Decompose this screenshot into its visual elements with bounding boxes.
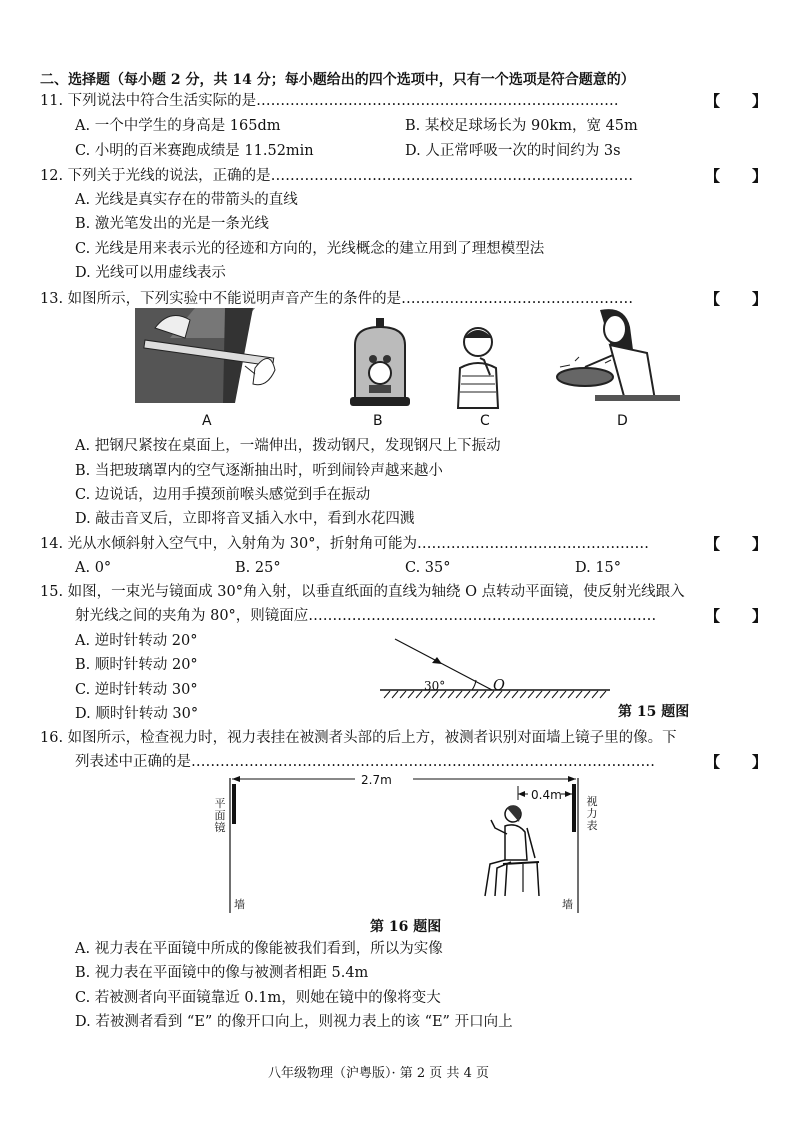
q15-caption: 第 15 题图 xyxy=(618,704,690,720)
q12-option-c: C. 光线是用来表示光的径迹和方向的，光线概念的建立用到了理想模型法 xyxy=(75,241,545,257)
q12-option-b: B. 激光笔发出的光是一条光线 xyxy=(75,216,269,232)
q15-option-c: C. 逆时针转动 30° xyxy=(75,682,198,698)
q16-option-a: A. 视力表在平面镜中所成的像能被我们看到，所以为实像 xyxy=(75,941,443,957)
q16-option-c: C. 若被测者向平面镜靠近 0.1m，则她在镜中的像将变大 xyxy=(75,990,441,1006)
q12-option-a: A. 光线是真实存在的带箭头的直线 xyxy=(75,192,298,208)
q16-bracket-left: 【 xyxy=(705,753,721,771)
q14-option-c: C. 35° xyxy=(405,560,451,576)
q14-bracket-left: 【 xyxy=(705,535,721,553)
q14-option-d: D. 15° xyxy=(575,560,622,576)
q12-bracket-right: 】 xyxy=(752,167,768,185)
q16-wall-left-label: 墙 xyxy=(234,898,245,911)
q16-stem-line2: 列表述中正确的是…………………………………………………………………………………… xyxy=(75,754,655,770)
q16-distance-total: 2.7m xyxy=(361,773,392,787)
q12-stem: 12. 下列关于光线的说法，正确的是………………………………………………………………… xyxy=(40,168,634,184)
q13-stem: 13. 如图所示，下列实验中不能说明声音产生的条件的是………………………………………… xyxy=(40,291,634,307)
q15-option-d: D. 顺时针转动 30° xyxy=(75,706,199,722)
q15-option-a: A. 逆时针转动 20° xyxy=(75,633,198,649)
q11-option-b: B. 某校足球场长为 90km，宽 45m xyxy=(405,118,638,134)
fig-label-d: D xyxy=(617,413,628,429)
q15-angle-label: 30° xyxy=(424,679,446,693)
q16-option-b: B. 视力表在平面镜中的像与被测者相距 5.4m xyxy=(75,965,369,981)
fig-label-a: A xyxy=(202,413,212,429)
q11-bracket-right: 】 xyxy=(752,92,768,110)
q16-wall-right-label: 墙 xyxy=(562,898,573,911)
q13-bracket-left: 【 xyxy=(705,290,721,308)
q11-option-a: A. 一个中学生的身高是 165dm xyxy=(75,118,281,134)
q11-bracket-left: 【 xyxy=(705,92,721,110)
q16-mirror-label: 平面镜 xyxy=(214,797,226,834)
figure-d-girl-basin-image xyxy=(555,305,680,410)
q16-chart-label: 视力表 xyxy=(586,795,598,832)
q11-stem: 11. 下列说法中符合生活实际的是………………………………………………………………… xyxy=(40,93,619,109)
q15-bracket-left: 【 xyxy=(705,607,721,625)
q13-option-d: D. 敲击音叉后，立即将音叉插入水中，看到水花四溅 xyxy=(75,511,415,527)
q14-option-b: B. 25° xyxy=(235,560,281,576)
q16-distance-short: 0.4m xyxy=(531,788,562,802)
q16-option-d: D. 若被测者看到 “E” 的像开口向上，则视力表上的该 “E” 开口向上 xyxy=(75,1014,513,1030)
figure-b-bell-jar-image xyxy=(345,315,415,410)
q14-bracket-right: 】 xyxy=(752,535,768,553)
section-header: 二、选择题（每小题 2 分，共 14 分；每小题给出的四个选项中，只有一个选项是符合题意的） xyxy=(40,72,635,88)
fig-label-b: B xyxy=(373,413,383,429)
page-footer: 八年级物理（沪粤版）· 第 2 页 共 4 页 xyxy=(268,1066,489,1081)
q15-stem-line1: 15. 如图，一束光与镜面成 30°角入射，以垂直纸面的直线为轴绕 O 点转动平面镜，使反射光线跟入 xyxy=(40,584,685,600)
q12-bracket-left: 【 xyxy=(705,167,721,185)
q16-stem-line1: 16. 如图所示，检查视力时，视力表挂在被测者头部的后上方，被测者识别对面墙上镜子里的像。下 xyxy=(40,730,677,746)
q16-bracket-right: 】 xyxy=(752,753,768,771)
q12-option-d: D. 光线可以用虚线表示 xyxy=(75,265,226,281)
q15-stem-line2: 射光线之间的夹角为 80°，则镜面应……………………………………………………………… xyxy=(75,608,657,624)
q16-caption: 第 16 题图 xyxy=(370,919,442,935)
figure-a-ruler-image xyxy=(135,308,290,410)
q13-option-b: B. 当把玻璃罩内的空气逐渐抽出时，听到闹铃声越来越小 xyxy=(75,463,443,479)
q15-bracket-right: 】 xyxy=(752,607,768,625)
figure-c-boy-image xyxy=(450,320,505,410)
q13-option-a: A. 把钢尺紧按在桌面上，一端伸出，拨动钢尺，发现钢尺上下振动 xyxy=(75,438,501,454)
q15-point-o-label: O xyxy=(493,678,505,694)
q11-option-c: C. 小明的百米赛跑成绩是 11.52min xyxy=(75,143,314,159)
q13-option-c: C. 边说话，边用手摸颈前喉头感觉到手在振动 xyxy=(75,487,371,503)
q14-stem: 14. 光从水倾斜射入空气中，入射角为 30°，折射角可能为………………………………………… xyxy=(40,536,649,552)
fig-label-c: C xyxy=(480,413,490,429)
q14-option-a: A. 0° xyxy=(75,560,112,576)
q15-option-b: B. 顺时针转动 20° xyxy=(75,657,198,673)
q13-bracket-right: 】 xyxy=(752,290,768,308)
q11-option-d: D. 人正常呼吸一次的时间约为 3s xyxy=(405,143,621,159)
